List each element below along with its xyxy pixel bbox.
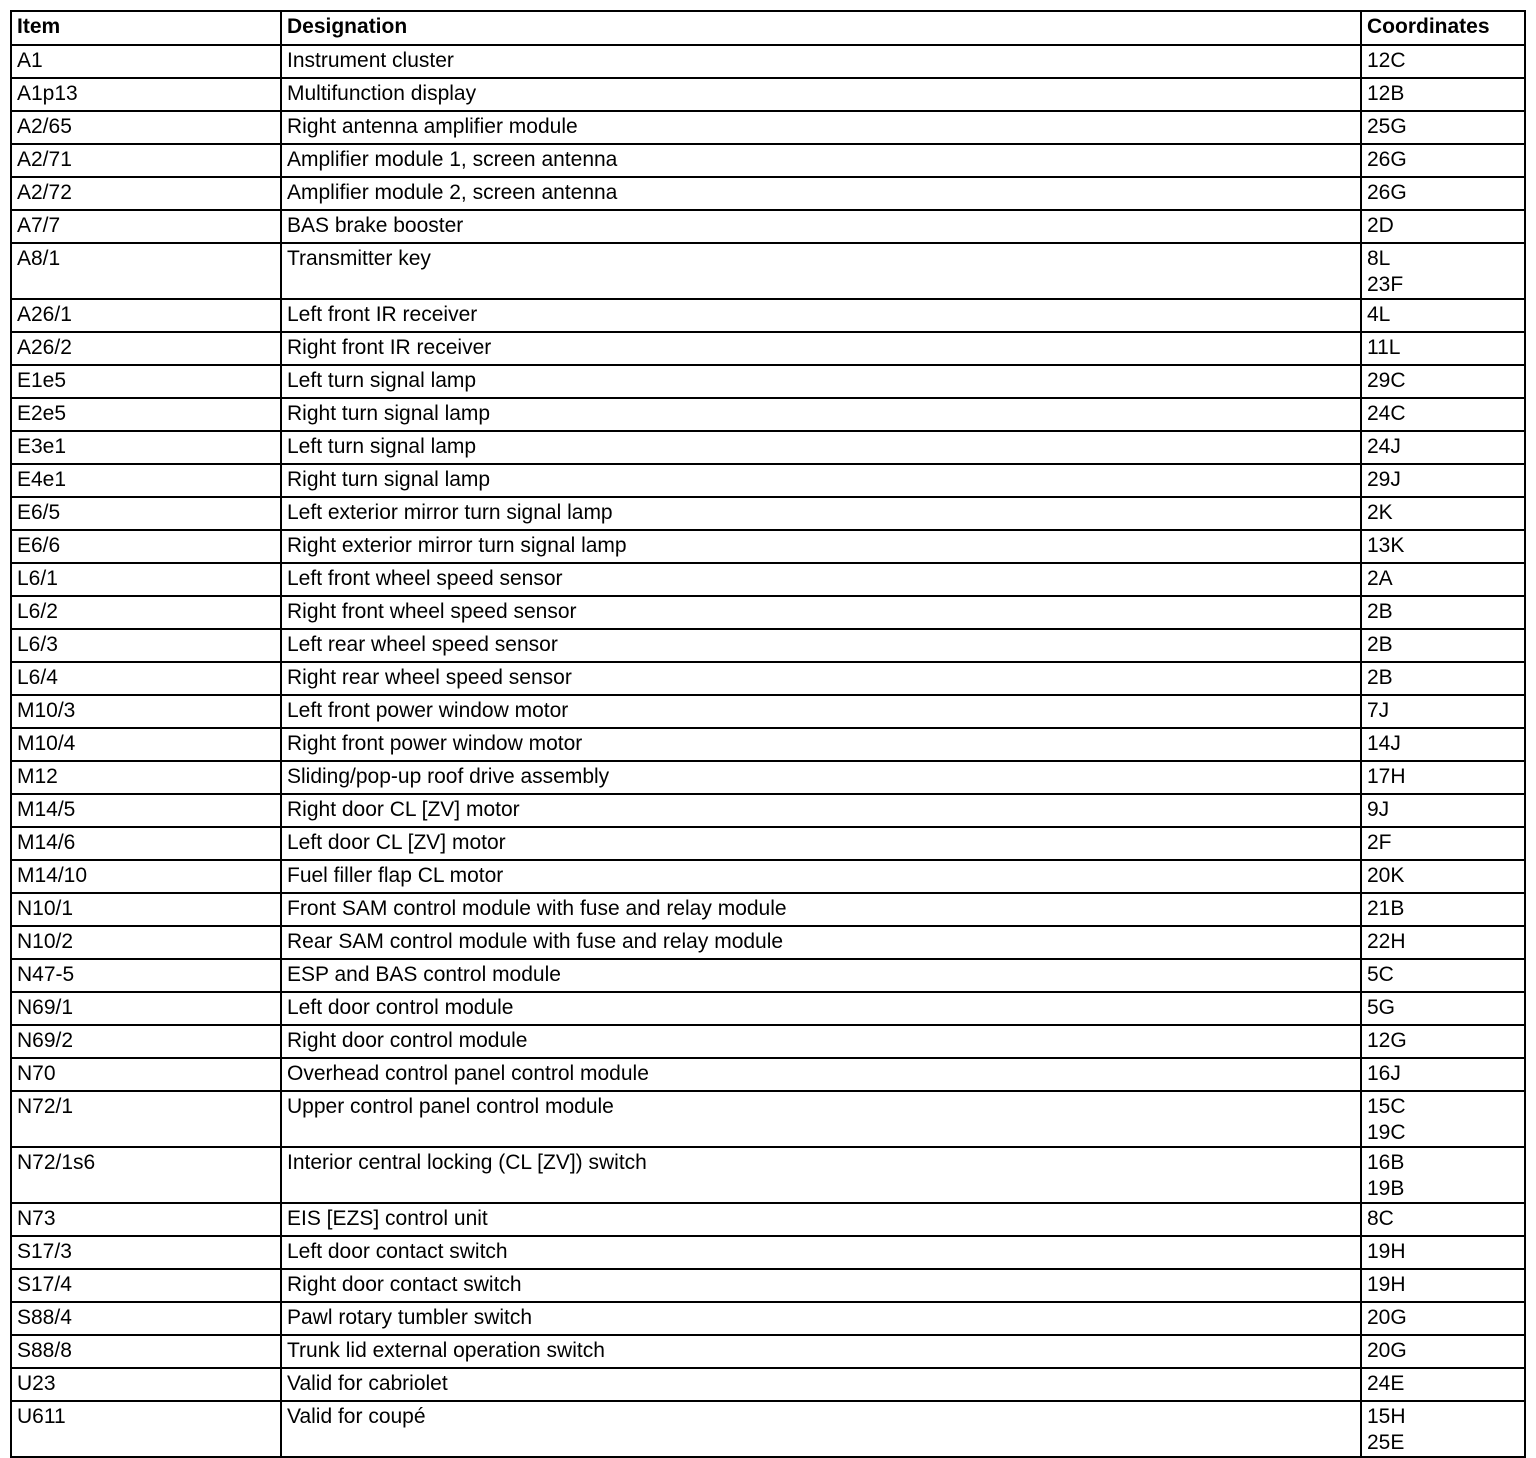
coordinate-value: 29J xyxy=(1367,468,1401,491)
coordinates-cell xyxy=(1361,1401,1525,1457)
table-row xyxy=(11,1401,1525,1457)
item-cell: A26/1 xyxy=(11,299,281,332)
table-row xyxy=(11,1025,1525,1058)
designation-cell: Right door CL [ZV] motor xyxy=(281,794,1361,827)
table-row xyxy=(11,794,1525,827)
coordinate-value: 7J xyxy=(1367,699,1390,722)
coordinates-cell xyxy=(1361,1335,1525,1368)
coordinate-value: 21B xyxy=(1367,897,1405,920)
coordinates-cell xyxy=(1361,464,1525,497)
coordinate-value: 19H xyxy=(1367,1240,1406,1263)
coordinate-value: 29C xyxy=(1367,369,1406,392)
item-cell: A1 xyxy=(11,45,281,78)
item-cell: M10/3 xyxy=(11,695,281,728)
item-cell: S88/8 xyxy=(11,1335,281,1368)
coordinate-value: 26G xyxy=(1367,148,1407,171)
item-cell: S17/4 xyxy=(11,1269,281,1302)
table-row xyxy=(11,365,1525,398)
coordinate-value: 12B xyxy=(1367,82,1405,105)
table-row xyxy=(11,144,1525,177)
table-row xyxy=(11,497,1525,530)
coordinates-cell xyxy=(1361,662,1525,695)
coordinate-value: 20G xyxy=(1367,1339,1407,1362)
designation-cell: Front SAM control module with fuse and relay module xyxy=(281,893,1361,926)
table-row xyxy=(11,1368,1525,1401)
item-cell: A7/7 xyxy=(11,210,281,243)
table-row xyxy=(11,177,1525,210)
table-row xyxy=(11,1236,1525,1269)
coordinate-value: 20G xyxy=(1367,1306,1407,1329)
coordinates-cell xyxy=(1361,1368,1525,1401)
table-row xyxy=(11,1302,1525,1335)
designation-cell: Left door control module xyxy=(281,992,1361,1025)
coordinate-value: 16J xyxy=(1367,1062,1401,1085)
designation-cell: Left door CL [ZV] motor xyxy=(281,827,1361,860)
designation-cell: Left front power window motor xyxy=(281,695,1361,728)
designation-cell: Amplifier module 2, screen antenna xyxy=(281,177,1361,210)
table-row xyxy=(11,860,1525,893)
item-cell: U611 xyxy=(11,1401,281,1457)
designation-cell: Sliding/pop-up roof drive assembly xyxy=(281,761,1361,794)
designation-cell: Left turn signal lamp xyxy=(281,431,1361,464)
item-cell: N72/1 xyxy=(11,1091,281,1147)
coordinate-value: 19B xyxy=(1367,1177,1405,1200)
coordinate-value: 12C xyxy=(1367,49,1406,72)
coordinates-cell xyxy=(1361,1025,1525,1058)
item-cell: M14/5 xyxy=(11,794,281,827)
item-cell: L6/3 xyxy=(11,629,281,662)
table-body xyxy=(11,45,1525,1457)
item-cell: E2e5 xyxy=(11,398,281,431)
designation-cell: Right antenna amplifier module xyxy=(281,111,1361,144)
designation-cell: Left turn signal lamp xyxy=(281,365,1361,398)
designation-cell: EIS [EZS] control unit xyxy=(281,1203,1361,1236)
coordinates-cell xyxy=(1361,1091,1525,1147)
coordinates-cell xyxy=(1361,992,1525,1025)
coordinates-cell xyxy=(1361,45,1525,78)
designation-cell: Fuel filler flap CL motor xyxy=(281,860,1361,893)
designation-cell: Left rear wheel speed sensor xyxy=(281,629,1361,662)
table-row xyxy=(11,45,1525,78)
coordinates-cell xyxy=(1361,794,1525,827)
designation-cell: Left door contact switch xyxy=(281,1236,1361,1269)
item-cell: S17/3 xyxy=(11,1236,281,1269)
item-cell: N69/2 xyxy=(11,1025,281,1058)
coordinates-cell xyxy=(1361,1147,1525,1203)
coordinate-value: 16B xyxy=(1367,1151,1405,1174)
designation-cell: Right front IR receiver xyxy=(281,332,1361,365)
coordinate-value: 19C xyxy=(1367,1121,1406,1144)
designation-cell: Interior central locking (CL [ZV]) switch xyxy=(281,1147,1361,1203)
coordinate-value: 25G xyxy=(1367,115,1407,138)
coordinates-cell xyxy=(1361,827,1525,860)
table-row xyxy=(11,959,1525,992)
item-cell: L6/2 xyxy=(11,596,281,629)
table-row xyxy=(11,210,1525,243)
designation-cell: Amplifier module 1, screen antenna xyxy=(281,144,1361,177)
coordinate-value: 24E xyxy=(1367,1372,1405,1395)
designation-cell: Left front wheel speed sensor xyxy=(281,563,1361,596)
table-row xyxy=(11,111,1525,144)
designation-cell: Valid for cabriolet xyxy=(281,1368,1361,1401)
item-cell: M14/10 xyxy=(11,860,281,893)
table-row xyxy=(11,1091,1525,1147)
item-cell: N70 xyxy=(11,1058,281,1091)
table-row xyxy=(11,431,1525,464)
coordinates-cell xyxy=(1361,1203,1525,1236)
designation-cell: Left exterior mirror turn signal lamp xyxy=(281,497,1361,530)
item-cell: E3e1 xyxy=(11,431,281,464)
coordinates-cell xyxy=(1361,299,1525,332)
coordinate-value: 4L xyxy=(1367,303,1391,326)
coordinate-value: 2B xyxy=(1367,666,1393,689)
coordinates-cell xyxy=(1361,365,1525,398)
designation-cell: ESP and BAS control module xyxy=(281,959,1361,992)
designation-cell: Pawl rotary tumbler switch xyxy=(281,1302,1361,1335)
table-row xyxy=(11,1269,1525,1302)
coordinates-cell xyxy=(1361,111,1525,144)
coordinates-cell xyxy=(1361,695,1525,728)
coordinates-cell xyxy=(1361,563,1525,596)
item-cell: N10/2 xyxy=(11,926,281,959)
coordinate-value: 15C xyxy=(1367,1095,1406,1118)
coordinate-value: 19H xyxy=(1367,1273,1406,1296)
designation-cell: Multifunction display xyxy=(281,78,1361,111)
item-cell: A2/65 xyxy=(11,111,281,144)
column-header-designation: Designation xyxy=(281,11,1361,45)
designation-cell: Right front power window motor xyxy=(281,728,1361,761)
coordinate-value: 25E xyxy=(1367,1431,1405,1454)
coordinate-value: 11L xyxy=(1367,336,1401,359)
item-cell: E4e1 xyxy=(11,464,281,497)
item-cell: E6/5 xyxy=(11,497,281,530)
designation-cell: Overhead control panel control module xyxy=(281,1058,1361,1091)
item-cell: M10/4 xyxy=(11,728,281,761)
coordinate-value: 9J xyxy=(1367,798,1390,821)
coordinates-cell xyxy=(1361,431,1525,464)
table-row xyxy=(11,662,1525,695)
coordinate-value: 5C xyxy=(1367,963,1394,986)
item-cell: L6/4 xyxy=(11,662,281,695)
table-row xyxy=(11,827,1525,860)
table-row xyxy=(11,299,1525,332)
coordinate-value: 2B xyxy=(1367,633,1393,656)
designation-cell: Trunk lid external operation switch xyxy=(281,1335,1361,1368)
table-row xyxy=(11,761,1525,794)
coordinate-value: 13K xyxy=(1367,534,1405,557)
table-row xyxy=(11,1203,1525,1236)
designation-cell: Right door contact switch xyxy=(281,1269,1361,1302)
coordinates-cell xyxy=(1361,332,1525,365)
coordinate-value: 2F xyxy=(1367,831,1392,854)
coordinates-cell xyxy=(1361,596,1525,629)
item-cell: U23 xyxy=(11,1368,281,1401)
coordinates-cell xyxy=(1361,497,1525,530)
table-row xyxy=(11,695,1525,728)
coordinate-value: 24C xyxy=(1367,402,1406,425)
coordinates-cell xyxy=(1361,893,1525,926)
designation-cell: Right door control module xyxy=(281,1025,1361,1058)
table-row xyxy=(11,464,1525,497)
coordinate-value: 8L xyxy=(1367,247,1391,270)
coordinates-cell xyxy=(1361,530,1525,563)
column-header-coordinates: Coordinates xyxy=(1361,11,1525,45)
designation-cell: Right front wheel speed sensor xyxy=(281,596,1361,629)
coordinate-value: 22H xyxy=(1367,930,1406,953)
table-row xyxy=(11,1147,1525,1203)
coordinate-value: 15H xyxy=(1367,1405,1406,1428)
table-row xyxy=(11,530,1525,563)
coordinates-cell xyxy=(1361,1302,1525,1335)
item-cell: N10/1 xyxy=(11,893,281,926)
designation-cell: Right rear wheel speed sensor xyxy=(281,662,1361,695)
coordinate-value: 23F xyxy=(1367,273,1404,296)
coordinate-value: 2D xyxy=(1367,214,1394,237)
coordinates-cell xyxy=(1361,144,1525,177)
item-cell: S88/4 xyxy=(11,1302,281,1335)
coordinate-value: 5G xyxy=(1367,996,1396,1019)
coordinates-cell xyxy=(1361,959,1525,992)
coordinate-value: 26G xyxy=(1367,181,1407,204)
table-row xyxy=(11,1058,1525,1091)
item-cell: A8/1 xyxy=(11,243,281,299)
designation-cell: Right exterior mirror turn signal lamp xyxy=(281,530,1361,563)
table-row xyxy=(11,243,1525,299)
designation-cell: BAS brake booster xyxy=(281,210,1361,243)
designation-cell: Rear SAM control module with fuse and relay module xyxy=(281,926,1361,959)
coordinate-value: 2B xyxy=(1367,600,1393,623)
table-row xyxy=(11,1335,1525,1368)
coordinate-value: 17H xyxy=(1367,765,1406,788)
designation-cell: Right turn signal lamp xyxy=(281,464,1361,497)
table-row xyxy=(11,992,1525,1025)
item-cell: A2/72 xyxy=(11,177,281,210)
item-cell: A26/2 xyxy=(11,332,281,365)
coordinate-value: 2K xyxy=(1367,501,1393,524)
coordinate-value: 24J xyxy=(1367,435,1401,458)
coordinates-cell xyxy=(1361,1236,1525,1269)
coordinates-cell xyxy=(1361,728,1525,761)
coordinates-cell xyxy=(1361,860,1525,893)
coordinates-cell xyxy=(1361,1058,1525,1091)
item-cell: M12 xyxy=(11,761,281,794)
designation-cell: Left front IR receiver xyxy=(281,299,1361,332)
coordinates-cell xyxy=(1361,1269,1525,1302)
coordinates-cell xyxy=(1361,243,1525,299)
designation-cell: Valid for coupé xyxy=(281,1401,1361,1457)
item-cell: L6/1 xyxy=(11,563,281,596)
item-cell: A2/71 xyxy=(11,144,281,177)
coordinate-value: 8C xyxy=(1367,1207,1394,1230)
coordinate-value: 20K xyxy=(1367,864,1405,887)
item-cell: N72/1s6 xyxy=(11,1147,281,1203)
coordinates-cell xyxy=(1361,926,1525,959)
table-row xyxy=(11,78,1525,111)
designation-cell: Upper control panel control module xyxy=(281,1091,1361,1147)
table-row xyxy=(11,728,1525,761)
header-row xyxy=(11,11,1525,45)
coordinates-cell xyxy=(1361,398,1525,431)
item-cell: A1p13 xyxy=(11,78,281,111)
coordinates-cell xyxy=(1361,761,1525,794)
item-cell: N47-5 xyxy=(11,959,281,992)
designation-cell: Transmitter key xyxy=(281,243,1361,299)
component-legend-table xyxy=(10,10,1526,1458)
item-cell: N69/1 xyxy=(11,992,281,1025)
designation-cell: Instrument cluster xyxy=(281,45,1361,78)
table-row xyxy=(11,926,1525,959)
designation-cell: Right turn signal lamp xyxy=(281,398,1361,431)
coordinate-value: 2A xyxy=(1367,567,1393,590)
table-row xyxy=(11,563,1525,596)
table-row xyxy=(11,893,1525,926)
coordinates-cell xyxy=(1361,78,1525,111)
coordinate-value: 12G xyxy=(1367,1029,1407,1052)
coordinates-cell xyxy=(1361,210,1525,243)
coordinates-cell xyxy=(1361,177,1525,210)
table-row xyxy=(11,398,1525,431)
table-row xyxy=(11,629,1525,662)
item-cell: E6/6 xyxy=(11,530,281,563)
item-cell: E1e5 xyxy=(11,365,281,398)
item-cell: M14/6 xyxy=(11,827,281,860)
coordinates-cell xyxy=(1361,629,1525,662)
table-row xyxy=(11,596,1525,629)
table-row xyxy=(11,332,1525,365)
item-cell: N73 xyxy=(11,1203,281,1236)
coordinate-value: 14J xyxy=(1367,732,1401,755)
column-header-item: Item xyxy=(11,11,281,45)
